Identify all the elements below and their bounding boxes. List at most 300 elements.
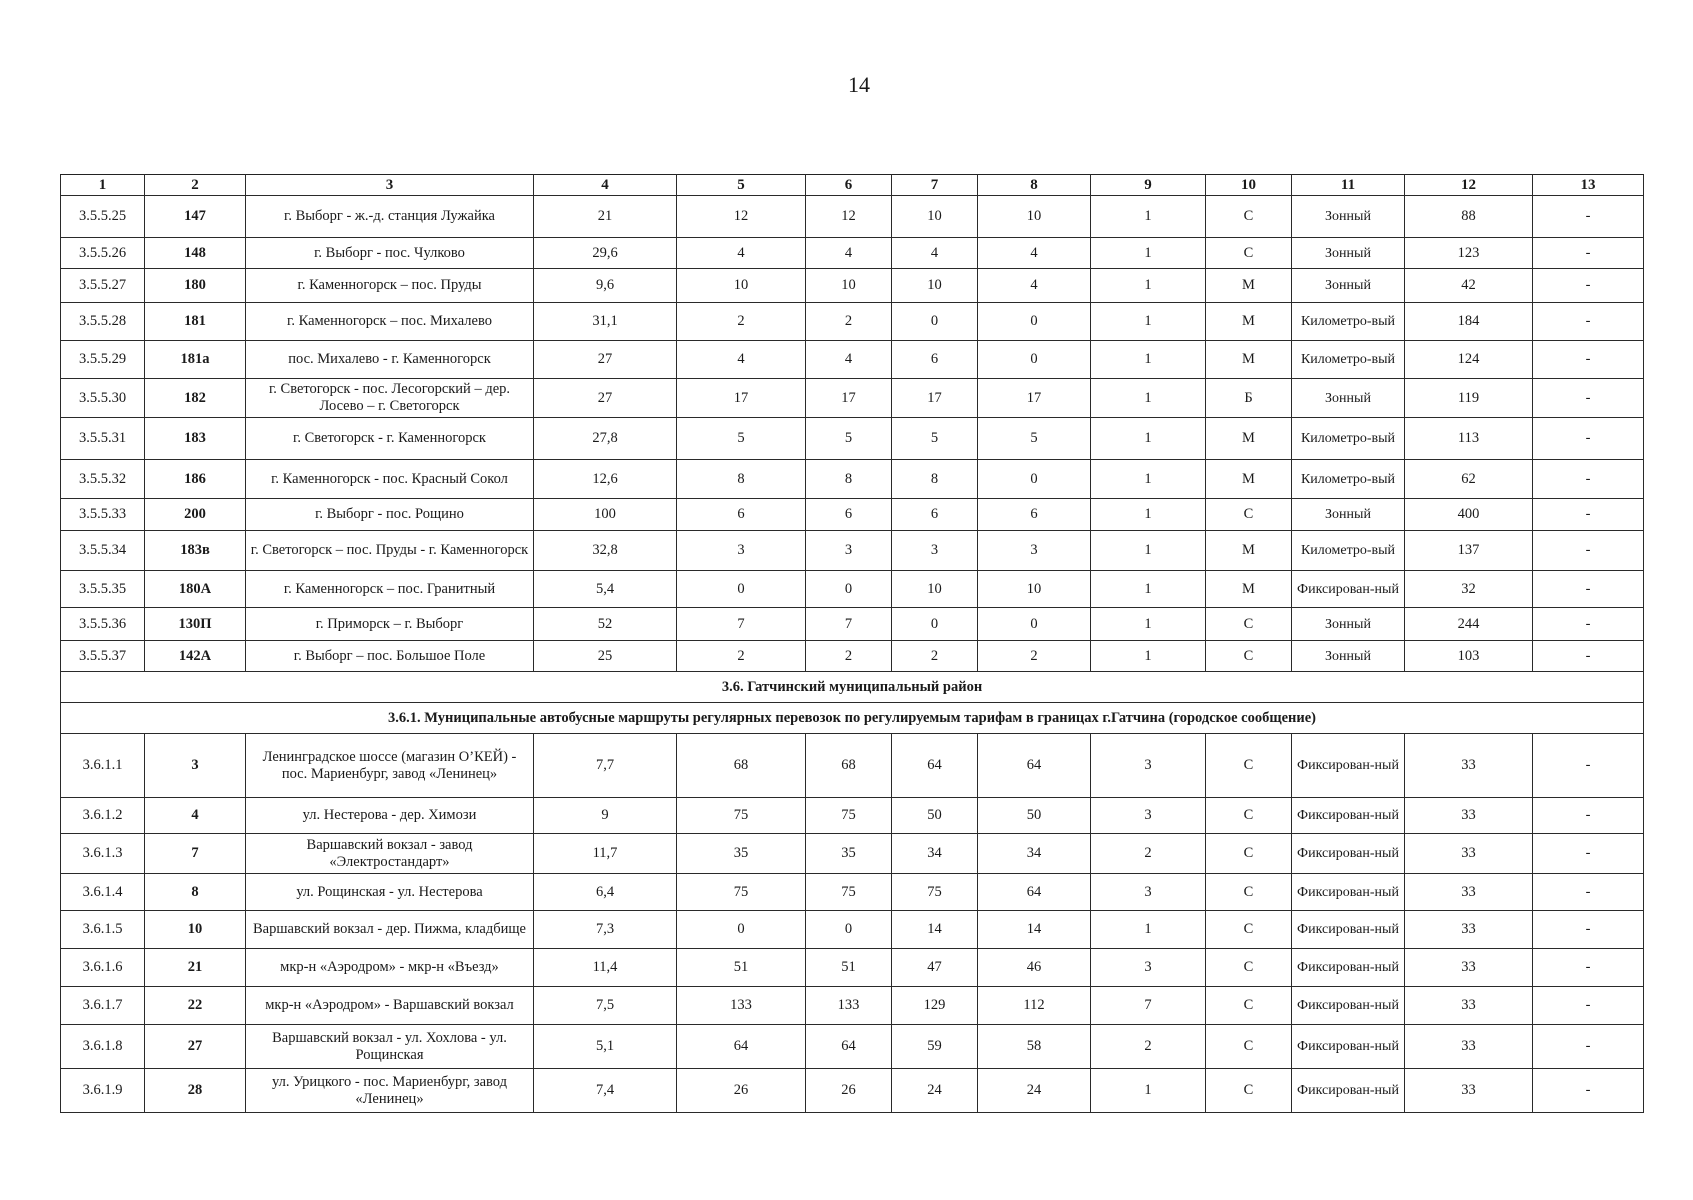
table-cell-col-2: 183в (145, 531, 246, 571)
table-cell-col-8: 10 (978, 196, 1091, 238)
table-cell-col-5: 3 (677, 531, 806, 571)
table-cell-col-9: 1 (1091, 641, 1206, 672)
table-row (61, 1025, 1644, 1069)
table-cell-col-4: 52 (534, 608, 677, 641)
table-cell-col-3: ул. Рощинская - ул. Нестерова (246, 874, 534, 911)
table-cell-col-11: Фиксирован-ный (1292, 734, 1405, 798)
table-cell-col-1: 3.5.5.37 (61, 641, 145, 672)
table-cell-col-11: Фиксирован-ный (1292, 834, 1405, 874)
table-cell-col-5: 2 (677, 303, 806, 341)
table-cell-col-5: 75 (677, 874, 806, 911)
table-cell-col-2: 10 (145, 911, 246, 949)
table-cell-col-5: 10 (677, 269, 806, 303)
table-cell-col-12: 400 (1405, 499, 1533, 531)
table-cell-col-5: 6 (677, 499, 806, 531)
table-cell-col-1: 3.6.1.7 (61, 987, 145, 1025)
table-cell-col-7: 59 (892, 1025, 978, 1069)
table-cell-col-1: 3.5.5.31 (61, 418, 145, 460)
table-cell-col-4: 27 (534, 341, 677, 379)
table-row (61, 418, 1644, 460)
table-cell-col-7: 129 (892, 987, 978, 1025)
table-row (61, 238, 1644, 269)
table-cell-col-10: С (1206, 1025, 1292, 1069)
table-cell-col-8: 64 (978, 734, 1091, 798)
table-cell-col-9: 3 (1091, 949, 1206, 987)
table-cell-col-6: 0 (806, 571, 892, 608)
table-cell-col-13: - (1533, 949, 1644, 987)
table-cell-col-1: 3.6.1.2 (61, 798, 145, 834)
table-cell-col-6: 75 (806, 798, 892, 834)
table-cell-col-3: г. Светогорск - пос. Лесогорский – дер. Лосево – г. Светогорск (246, 379, 534, 418)
table-cell-col-2: 182 (145, 379, 246, 418)
table-cell-col-6: 64 (806, 1025, 892, 1069)
table-cell-col-9: 1 (1091, 1069, 1206, 1113)
column-number-2: 2 (145, 175, 246, 196)
table-cell-col-7: 4 (892, 238, 978, 269)
table-cell-col-8: 3 (978, 531, 1091, 571)
table-cell-col-11: Километро-вый (1292, 418, 1405, 460)
table-cell-col-1: 3.5.5.28 (61, 303, 145, 341)
table-cell-col-9: 1 (1091, 196, 1206, 238)
table-cell-col-6: 68 (806, 734, 892, 798)
table-cell-col-2: 7 (145, 834, 246, 874)
table-cell-col-5: 8 (677, 460, 806, 499)
table-cell-col-8: 34 (978, 834, 1091, 874)
table-cell-col-11: Зонный (1292, 196, 1405, 238)
table-cell-col-13: - (1533, 269, 1644, 303)
table-row (61, 303, 1644, 341)
table-cell-col-7: 17 (892, 379, 978, 418)
table-cell-col-2: 180А (145, 571, 246, 608)
table-cell-col-2: 28 (145, 1069, 246, 1113)
table-cell-col-13: - (1533, 987, 1644, 1025)
table-cell-col-5: 12 (677, 196, 806, 238)
table-row (61, 608, 1644, 641)
table-cell-col-8: 2 (978, 641, 1091, 672)
table-cell-col-4: 5,1 (534, 1025, 677, 1069)
section-row-district (61, 672, 1644, 703)
table-row (61, 834, 1644, 874)
table-cell-col-11: Зонный (1292, 379, 1405, 418)
table-cell-col-3: г. Каменногорск – пос. Гранитный (246, 571, 534, 608)
table-cell-col-11: Фиксирован-ный (1292, 949, 1405, 987)
table-row (61, 499, 1644, 531)
table-cell-col-1: 3.5.5.25 (61, 196, 145, 238)
table-cell-col-2: 147 (145, 196, 246, 238)
table-cell-col-9: 1 (1091, 303, 1206, 341)
table-cell-col-13: - (1533, 1069, 1644, 1113)
table-cell-col-13: - (1533, 1025, 1644, 1069)
table-cell-col-3: мкр-н «Аэродром» - мкр-н «Въезд» (246, 949, 534, 987)
table-cell-col-7: 5 (892, 418, 978, 460)
column-number-13: 13 (1533, 175, 1644, 196)
table-cell-col-4: 11,7 (534, 834, 677, 874)
table-cell-col-4: 25 (534, 641, 677, 672)
table-cell-col-3: г. Выборг – пос. Большое Поле (246, 641, 534, 672)
table-row (61, 874, 1644, 911)
column-number-12: 12 (1405, 175, 1533, 196)
table-cell-col-12: 33 (1405, 734, 1533, 798)
table-cell-col-3: Варшавский вокзал - дер. Пижма, кладбище (246, 911, 534, 949)
table-cell-col-11: Километро-вый (1292, 531, 1405, 571)
table-cell-col-5: 4 (677, 238, 806, 269)
table-cell-col-10: С (1206, 911, 1292, 949)
table-cell-col-11: Зонный (1292, 238, 1405, 269)
table-cell-col-1: 3.5.5.32 (61, 460, 145, 499)
table-cell-col-8: 0 (978, 341, 1091, 379)
table-cell-col-7: 64 (892, 734, 978, 798)
table-cell-col-13: - (1533, 834, 1644, 874)
table-cell-col-3: Варшавский вокзал - завод «Электростандарт» (246, 834, 534, 874)
table-cell-col-8: 112 (978, 987, 1091, 1025)
section-title-district: 3.6. Гатчинский муниципальный район (61, 672, 1644, 703)
table-row (61, 987, 1644, 1025)
table-cell-col-12: 33 (1405, 987, 1533, 1025)
table-cell-col-4: 32,8 (534, 531, 677, 571)
table-cell-col-5: 133 (677, 987, 806, 1025)
table-cell-col-1: 3.5.5.35 (61, 571, 145, 608)
table-cell-col-5: 0 (677, 911, 806, 949)
column-number-10: 10 (1206, 175, 1292, 196)
table-cell-col-9: 1 (1091, 499, 1206, 531)
table-cell-col-11: Фиксирован-ный (1292, 1025, 1405, 1069)
table-cell-col-6: 4 (806, 238, 892, 269)
table-row (61, 341, 1644, 379)
table-cell-col-13: - (1533, 499, 1644, 531)
table-cell-col-5: 75 (677, 798, 806, 834)
table-cell-col-10: С (1206, 608, 1292, 641)
table-cell-col-1: 3.6.1.4 (61, 874, 145, 911)
table-row (61, 531, 1644, 571)
table-cell-col-8: 17 (978, 379, 1091, 418)
table-cell-col-4: 5,4 (534, 571, 677, 608)
table-cell-col-9: 1 (1091, 238, 1206, 269)
table-cell-col-13: - (1533, 238, 1644, 269)
table-cell-col-3: г. Каменногорск – пос. Пруды (246, 269, 534, 303)
table-cell-col-4: 29,6 (534, 238, 677, 269)
table-cell-col-4: 9 (534, 798, 677, 834)
table-cell-col-9: 1 (1091, 379, 1206, 418)
table-cell-col-12: 32 (1405, 571, 1533, 608)
table-cell-col-3: Ленинградское шоссе (магазин О’КЕЙ) - пос. Мариенбург, завод «Ленинец» (246, 734, 534, 798)
section-title-subsection: 3.6.1. Муниципальные автобусные маршруты регулярных перевозок по регулируемым тарифам в границах г.Гатчина (городское сообщение) (61, 703, 1644, 734)
table-cell-col-12: 119 (1405, 379, 1533, 418)
table-cell-col-13: - (1533, 418, 1644, 460)
table-cell-col-6: 35 (806, 834, 892, 874)
table-cell-col-8: 24 (978, 1069, 1091, 1113)
table-cell-col-12: 244 (1405, 608, 1533, 641)
table-row (61, 949, 1644, 987)
table-cell-col-11: Фиксирован-ный (1292, 987, 1405, 1025)
table-cell-col-13: - (1533, 303, 1644, 341)
table-cell-col-8: 46 (978, 949, 1091, 987)
table-cell-col-10: М (1206, 571, 1292, 608)
table-cell-col-9: 3 (1091, 874, 1206, 911)
table-cell-col-13: - (1533, 341, 1644, 379)
table-cell-col-7: 10 (892, 571, 978, 608)
table-cell-col-12: 33 (1405, 949, 1533, 987)
table-cell-col-3: пос. Михалево - г. Каменногорск (246, 341, 534, 379)
table-cell-col-1: 3.6.1.9 (61, 1069, 145, 1113)
table-cell-col-3: мкр-н «Аэродром» - Варшавский вокзал (246, 987, 534, 1025)
table-cell-col-12: 33 (1405, 1069, 1533, 1113)
column-number-6: 6 (806, 175, 892, 196)
table-cell-col-4: 27,8 (534, 418, 677, 460)
table-cell-col-1: 3.6.1.5 (61, 911, 145, 949)
table-cell-col-12: 123 (1405, 238, 1533, 269)
table-cell-col-8: 6 (978, 499, 1091, 531)
table-cell-col-3: г. Каменногорск – пос. Михалево (246, 303, 534, 341)
table-cell-col-3: ул. Нестерова - дер. Химози (246, 798, 534, 834)
table-cell-col-1: 3.6.1.3 (61, 834, 145, 874)
table-cell-col-10: М (1206, 460, 1292, 499)
table-cell-col-13: - (1533, 571, 1644, 608)
table-cell-col-10: С (1206, 499, 1292, 531)
table-cell-col-11: Зонный (1292, 608, 1405, 641)
table-cell-col-9: 1 (1091, 911, 1206, 949)
column-number-row (61, 175, 1644, 196)
table-cell-col-1: 3.5.5.34 (61, 531, 145, 571)
table-cell-col-11: Километро-вый (1292, 460, 1405, 499)
table-cell-col-2: 8 (145, 874, 246, 911)
table-cell-col-5: 26 (677, 1069, 806, 1113)
table-cell-col-13: - (1533, 911, 1644, 949)
table-row (61, 379, 1644, 418)
column-number-5: 5 (677, 175, 806, 196)
table-cell-col-3: г. Выборг - пос. Рощино (246, 499, 534, 531)
table-row (61, 641, 1644, 672)
table-cell-col-7: 0 (892, 608, 978, 641)
table-cell-col-10: С (1206, 734, 1292, 798)
table-cell-col-6: 75 (806, 874, 892, 911)
table-cell-col-13: - (1533, 531, 1644, 571)
table-cell-col-6: 133 (806, 987, 892, 1025)
table-cell-col-2: 148 (145, 238, 246, 269)
table-cell-col-10: М (1206, 303, 1292, 341)
table-cell-col-9: 1 (1091, 571, 1206, 608)
table-cell-col-13: - (1533, 196, 1644, 238)
table-cell-col-10: С (1206, 196, 1292, 238)
section-row-subsection (61, 703, 1644, 734)
table-cell-col-8: 14 (978, 911, 1091, 949)
table-cell-col-13: - (1533, 608, 1644, 641)
table-cell-col-5: 2 (677, 641, 806, 672)
table-cell-col-8: 0 (978, 608, 1091, 641)
table-cell-col-9: 1 (1091, 341, 1206, 379)
table-cell-col-4: 12,6 (534, 460, 677, 499)
page-number: 14 (848, 72, 870, 97)
table-cell-col-2: 22 (145, 987, 246, 1025)
table-cell-col-10: С (1206, 874, 1292, 911)
table-cell-col-7: 24 (892, 1069, 978, 1113)
table-cell-col-10: М (1206, 531, 1292, 571)
table-cell-col-12: 33 (1405, 834, 1533, 874)
table-cell-col-2: 200 (145, 499, 246, 531)
table-cell-col-3: г. Выборг - ж.-д. станция Лужайка (246, 196, 534, 238)
table-cell-col-7: 10 (892, 269, 978, 303)
table-cell-col-11: Фиксирован-ный (1292, 874, 1405, 911)
table-cell-col-6: 0 (806, 911, 892, 949)
table-cell-col-9: 2 (1091, 1025, 1206, 1069)
table-cell-col-7: 34 (892, 834, 978, 874)
table-cell-col-12: 88 (1405, 196, 1533, 238)
table-cell-col-3: Варшавский вокзал - ул. Хохлова - ул. Рощинская (246, 1025, 534, 1069)
table-cell-col-6: 8 (806, 460, 892, 499)
table-cell-col-4: 7,4 (534, 1069, 677, 1113)
table-cell-col-1: 3.5.5.26 (61, 238, 145, 269)
table-cell-col-8: 4 (978, 238, 1091, 269)
table-row (61, 571, 1644, 608)
table-cell-col-12: 33 (1405, 1025, 1533, 1069)
table-cell-col-10: С (1206, 987, 1292, 1025)
routes-table-body (61, 175, 1644, 1113)
table-cell-col-3: г. Светогорск – пос. Пруды - г. Каменногорск (246, 531, 534, 571)
table-cell-col-7: 14 (892, 911, 978, 949)
table-cell-col-11: Фиксирован-ный (1292, 571, 1405, 608)
table-cell-col-6: 6 (806, 499, 892, 531)
table-cell-col-5: 0 (677, 571, 806, 608)
table-cell-col-5: 7 (677, 608, 806, 641)
table-cell-col-9: 1 (1091, 460, 1206, 499)
table-cell-col-9: 1 (1091, 531, 1206, 571)
table-cell-col-6: 2 (806, 303, 892, 341)
table-cell-col-2: 21 (145, 949, 246, 987)
table-cell-col-12: 184 (1405, 303, 1533, 341)
table-cell-col-4: 21 (534, 196, 677, 238)
table-cell-col-13: - (1533, 641, 1644, 672)
table-cell-col-10: С (1206, 238, 1292, 269)
table-cell-col-12: 33 (1405, 874, 1533, 911)
table-cell-col-1: 3.5.5.29 (61, 341, 145, 379)
table-cell-col-10: С (1206, 834, 1292, 874)
table-cell-col-12: 33 (1405, 911, 1533, 949)
table-cell-col-4: 7,3 (534, 911, 677, 949)
routes-table (60, 174, 1644, 1113)
table-cell-col-7: 10 (892, 196, 978, 238)
table-cell-col-4: 27 (534, 379, 677, 418)
table-cell-col-12: 113 (1405, 418, 1533, 460)
table-cell-col-4: 7,7 (534, 734, 677, 798)
table-cell-col-2: 181 (145, 303, 246, 341)
table-cell-col-11: Зонный (1292, 269, 1405, 303)
table-cell-col-10: С (1206, 798, 1292, 834)
column-number-7: 7 (892, 175, 978, 196)
table-cell-col-10: С (1206, 641, 1292, 672)
table-cell-col-6: 5 (806, 418, 892, 460)
table-row (61, 269, 1644, 303)
table-cell-col-13: - (1533, 460, 1644, 499)
table-cell-col-7: 2 (892, 641, 978, 672)
table-cell-col-2: 183 (145, 418, 246, 460)
table-cell-col-4: 31,1 (534, 303, 677, 341)
column-number-3: 3 (246, 175, 534, 196)
table-cell-col-13: - (1533, 379, 1644, 418)
table-row (61, 734, 1644, 798)
table-cell-col-10: М (1206, 418, 1292, 460)
table-cell-col-11: Зонный (1292, 499, 1405, 531)
table-cell-col-2: 181а (145, 341, 246, 379)
table-cell-col-4: 6,4 (534, 874, 677, 911)
table-cell-col-5: 17 (677, 379, 806, 418)
table-cell-col-11: Фиксирован-ный (1292, 798, 1405, 834)
table-cell-col-3: ул. Урицкого - пос. Мариенбург, завод «Ленинец» (246, 1069, 534, 1113)
table-cell-col-1: 3.6.1.8 (61, 1025, 145, 1069)
table-cell-col-9: 3 (1091, 798, 1206, 834)
table-row (61, 911, 1644, 949)
table-cell-col-9: 7 (1091, 987, 1206, 1025)
table-cell-col-8: 0 (978, 303, 1091, 341)
table-cell-col-3: г. Приморск – г. Выборг (246, 608, 534, 641)
column-number-4: 4 (534, 175, 677, 196)
table-cell-col-10: Б (1206, 379, 1292, 418)
column-number-8: 8 (978, 175, 1091, 196)
table-cell-col-13: - (1533, 798, 1644, 834)
table-cell-col-10: М (1206, 341, 1292, 379)
table-cell-col-7: 47 (892, 949, 978, 987)
table-cell-col-5: 4 (677, 341, 806, 379)
column-number-1: 1 (61, 175, 145, 196)
table-cell-col-1: 3.5.5.36 (61, 608, 145, 641)
table-cell-col-12: 42 (1405, 269, 1533, 303)
table-cell-col-6: 4 (806, 341, 892, 379)
table-cell-col-6: 12 (806, 196, 892, 238)
table-cell-col-8: 5 (978, 418, 1091, 460)
table-cell-col-2: 142А (145, 641, 246, 672)
table-cell-col-6: 17 (806, 379, 892, 418)
table-cell-col-9: 1 (1091, 269, 1206, 303)
table-cell-col-5: 68 (677, 734, 806, 798)
table-cell-col-4: 9,6 (534, 269, 677, 303)
table-cell-col-5: 64 (677, 1025, 806, 1069)
table-cell-col-12: 62 (1405, 460, 1533, 499)
table-cell-col-8: 50 (978, 798, 1091, 834)
table-cell-col-13: - (1533, 874, 1644, 911)
table-cell-col-7: 0 (892, 303, 978, 341)
table-row (61, 1069, 1644, 1113)
table-cell-col-13: - (1533, 734, 1644, 798)
table-cell-col-3: г. Каменногорск - пос. Красный Сокол (246, 460, 534, 499)
table-cell-col-11: Километро-вый (1292, 341, 1405, 379)
table-cell-col-4: 100 (534, 499, 677, 531)
table-cell-col-11: Километро-вый (1292, 303, 1405, 341)
table-cell-col-2: 180 (145, 269, 246, 303)
table-cell-col-11: Зонный (1292, 641, 1405, 672)
table-cell-col-1: 3.5.5.33 (61, 499, 145, 531)
table-cell-col-2: 186 (145, 460, 246, 499)
table-cell-col-1: 3.5.5.27 (61, 269, 145, 303)
table-cell-col-8: 0 (978, 460, 1091, 499)
table-cell-col-12: 124 (1405, 341, 1533, 379)
column-number-11: 11 (1292, 175, 1405, 196)
table-cell-col-11: Фиксирован-ный (1292, 1069, 1405, 1113)
table-row (61, 798, 1644, 834)
table-cell-col-8: 58 (978, 1025, 1091, 1069)
table-cell-col-6: 26 (806, 1069, 892, 1113)
table-cell-col-8: 10 (978, 571, 1091, 608)
table-cell-col-8: 64 (978, 874, 1091, 911)
table-cell-col-4: 7,5 (534, 987, 677, 1025)
table-cell-col-6: 10 (806, 269, 892, 303)
table-cell-col-9: 3 (1091, 734, 1206, 798)
table-cell-col-2: 3 (145, 734, 246, 798)
table-cell-col-7: 6 (892, 341, 978, 379)
table-cell-col-12: 137 (1405, 531, 1533, 571)
table-cell-col-12: 103 (1405, 641, 1533, 672)
table-cell-col-2: 130П (145, 608, 246, 641)
table-cell-col-2: 4 (145, 798, 246, 834)
table-cell-col-7: 75 (892, 874, 978, 911)
table-cell-col-6: 3 (806, 531, 892, 571)
